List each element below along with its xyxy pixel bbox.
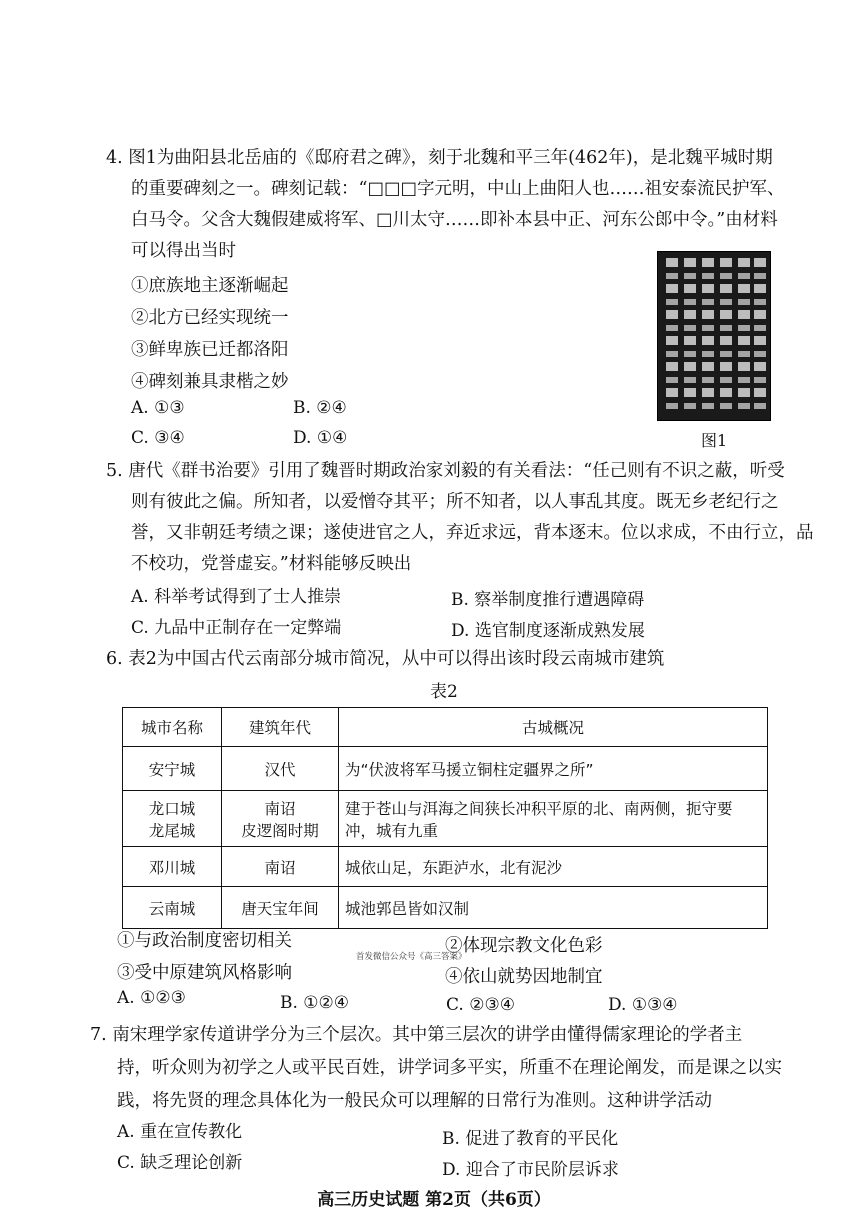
cell-era: 南诏 (222, 847, 339, 887)
header-city: 城市名称 (123, 708, 222, 747)
table-header-row (123, 708, 768, 747)
q4-line-2: 的重要碑刻之一。碑刻记载：“□□□字元明，中山上曲阳人也……祖安泰流民护军、 (131, 179, 785, 199)
page-footer: 高三历史试题 第2页（共6页） (317, 1190, 551, 1210)
q6-item-2: ②体现宗教文化色彩 (445, 936, 603, 956)
q4-item-3: ③鲜卑族已迁都洛阳 (131, 340, 289, 360)
q4-choice-a[interactable]: A. ①③ (131, 398, 185, 418)
q7-choice-c[interactable]: C. 缺乏理论创新 (117, 1153, 243, 1173)
q6-choice-a[interactable]: A. ①②③ (117, 988, 186, 1008)
cell-overview: 为“伏波将军马援立铜柱定疆界之所” (339, 747, 768, 791)
q5-choice-b[interactable]: B. 察举制度推行遭遇障碍 (451, 590, 645, 610)
q6-item-3: ③受中原建筑风格影响 (117, 963, 292, 983)
q5-line-2: 则有彼此之偏。所知者，以爱憎夺其平；所不知者，以人事乱其度。既无乡老纪行之 (131, 492, 779, 512)
q4-choice-b[interactable]: B. ②④ (293, 398, 347, 418)
q7-choice-b[interactable]: B. 促进了教育的平民化 (442, 1129, 619, 1149)
cell-overview: 建于苍山与洱海之间狭长冲积平原的北、南两侧，扼守要冲，城有九重 (339, 791, 768, 847)
q5-choice-a[interactable]: A. 科举考试得到了士人推崇 (131, 587, 342, 607)
q4-choice-d[interactable]: D. ①④ (293, 428, 348, 448)
header-era: 建筑年代 (222, 708, 339, 747)
q5-choice-c[interactable]: C. 九品中正制存在一定弊端 (131, 618, 342, 638)
cell-overview: 城依山足，东距泸水，北有泥沙 (339, 847, 768, 887)
q7-line-3: 践，将先贤的理念具体化为一般民众可以理解的日常行为准则。这种讲学活动 (117, 1091, 712, 1111)
q5-line-3: 誉，又非朝廷考绩之课；遂使进官之人，弃近求远，背本逐末。位以求成，不由行立，品 (131, 523, 814, 543)
cell-era: 南诏 皮逻阁时期 (222, 791, 339, 847)
cell-era: 汉代 (222, 747, 339, 791)
q6-line-1: 6. 表2为中国古代云南部分城市简况，从中可以得出该时段云南城市建筑 (106, 649, 665, 669)
q7-choice-d[interactable]: D. 迎合了市民阶层诉求 (442, 1160, 619, 1180)
stele-rubbing-image (657, 251, 771, 421)
table-row (123, 747, 768, 791)
q6-item-1: ①与政治制度密切相关 (117, 931, 292, 951)
q6-choice-b[interactable]: B. ①②④ (280, 993, 350, 1013)
table-row (123, 887, 768, 929)
cell-city: 邓川城 (123, 847, 222, 887)
q4-item-2: ②北方已经实现统一 (131, 308, 289, 328)
q7-line-2: 持，听众则为初学之人或平民百姓，讲学词多平实，所重不在理论阐发，而是课之以实 (117, 1058, 782, 1078)
q7-choice-a[interactable]: A. 重在宣传教化 (117, 1122, 243, 1142)
table-2-title: 表2 (430, 682, 458, 702)
q4-line-4: 可以得出当时 (131, 241, 236, 261)
cell-city: 云南城 (123, 887, 222, 929)
table-row (123, 791, 768, 847)
q4-item-1: ①庶族地主逐渐崛起 (131, 276, 289, 296)
cell-era: 唐天宝年间 (222, 887, 339, 929)
q4-item-4: ④碑刻兼具隶楷之妙 (131, 372, 289, 392)
q5-line-1: 5. 唐代《群书治要》引用了魏晋时期政治家刘毅的有关看法：“任己则有不识之蔽，听受 (106, 461, 785, 481)
cell-city: 安宁城 (123, 747, 222, 791)
header-overview: 古城概况 (339, 708, 768, 747)
table-row (123, 847, 768, 887)
table-2 (122, 707, 768, 929)
watermark-text: 首发微信公众号《高三答案》 (356, 952, 467, 962)
cell-overview: 城池郭邑皆如汉制 (339, 887, 768, 929)
q4-choice-c[interactable]: C. ③④ (131, 428, 185, 448)
q5-line-4: 不校功，党誉虚妄。”材料能够反映出 (131, 554, 412, 574)
q4-line-3: 白马令。父含大魏假建威将军、□川太守……即补本县中正、河东公郎中令。”由材料 (131, 210, 778, 230)
q6-choice-c[interactable]: C. ②③④ (446, 995, 515, 1015)
q6-item-4: ④依山就势因地制宜 (445, 967, 603, 987)
q4-line-1: 4. 图1为曲阳县北岳庙的《邸府君之碑》，刻于北魏和平三年(462年)，是北魏平城时期 (106, 148, 773, 168)
cell-city: 龙口城 龙尾城 (123, 791, 222, 847)
q5-choice-d[interactable]: D. 选官制度逐渐成熟发展 (451, 621, 645, 641)
figure-1-caption: 图1 (701, 431, 728, 450)
q6-choice-d[interactable]: D. ①③④ (608, 995, 678, 1015)
q7-line-1: 7. 南宋理学家传道讲学分为三个层次。其中第三层次的讲学由懂得儒家理论的学者主 (90, 1025, 743, 1045)
